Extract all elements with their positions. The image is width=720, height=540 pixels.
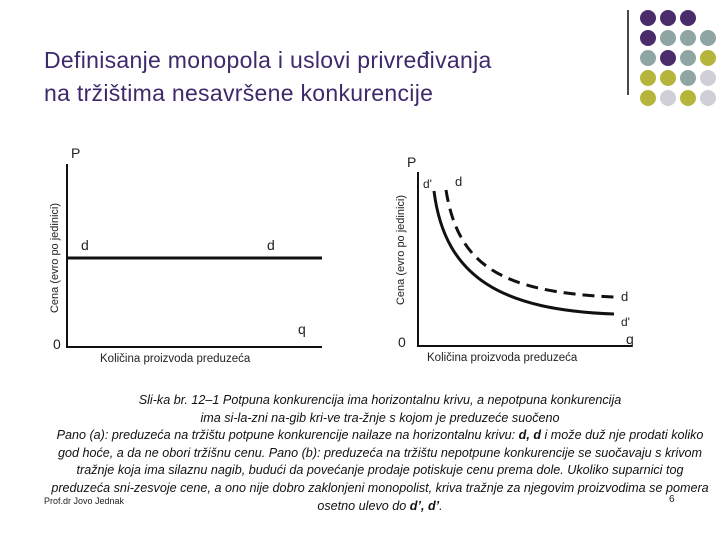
panel-b-y-axis-title: Cena (evro po jedinici) (395, 194, 407, 306)
panel-b-d-bottom-label: d (621, 289, 629, 304)
caption-body-part-1: Pano (a): preduzeća na tržištu potpune konkurencije nailaze na horizontalnu krivu: (56, 428, 519, 443)
page-number: 6 (669, 494, 675, 505)
panel-b-d-prime-top-label: d' (423, 177, 432, 191)
panel-b-d-prime-bottom-label: d' (621, 315, 630, 329)
figure-caption (46, 392, 714, 515)
panel-b-q-label: q (626, 331, 634, 347)
caption-body-bold-2: d’, d’ (409, 498, 440, 513)
panel-a-d-right-label: d (267, 237, 275, 253)
panel-a (49, 145, 322, 365)
panel-b-x-axis-title: Količina proizvoda preduzeća (427, 352, 578, 364)
footer-author: Prof.dr Jovo Jednak (44, 496, 125, 506)
slide-title-line-2: na tržištima nesavršene konkurencije (44, 80, 434, 106)
panel-a-d-left-label: d (81, 237, 89, 253)
panel-b-demand-curve-d-prime (446, 190, 614, 297)
panel-a-origin-label: 0 (53, 336, 61, 352)
panel-a-x-axis-title: Količina proizvoda preduzeća (100, 353, 251, 365)
caption-body-part-2: i može duž nje prodati koliko god hoće, a da ne obori tržišnu cenu. Pano (b): preduzeća na tržištu nepotpune konkurencije se suočavaju s krivom tražnje koja ima silaznu nagib, budući da povećanje prodaje potiskuje cenu prema dole. Ukoliko suparnici tog preduzeća sni-zesvoje cene, a ono nije dobro zaklonjeni monopolist, kriva tražnje za njegovim proizvodima se pomera osetno ulevo do (51, 428, 709, 513)
caption-body (46, 427, 714, 515)
panel-b (395, 154, 634, 364)
caption-figure-title-line-2: ima si-la-zni na-gib kri-ve tra-žnje s kojom je preduzeće suočeno (200, 410, 560, 425)
caption-body-bold-1: d, d (518, 428, 542, 443)
panel-a-p-label: P (71, 145, 81, 161)
caption-body-end: . (439, 498, 443, 513)
panel-b-d-top-label: d (455, 174, 463, 189)
panel-a-q-label: q (298, 321, 306, 337)
panel-b-p-label: P (407, 154, 417, 170)
caption-figure-title-line-1: Sli-ka br. 12–1 Potpuna konkurencija ima horizontalnu krivu, a nepotpuna konkurencija (138, 393, 622, 407)
panel-b-origin-label: 0 (398, 334, 406, 350)
panel-a-y-axis-title: Cena (evro po jedinici) (49, 202, 61, 314)
slide-title-line-1: Definisanje monopola i uslovi privređivanja (44, 47, 492, 73)
